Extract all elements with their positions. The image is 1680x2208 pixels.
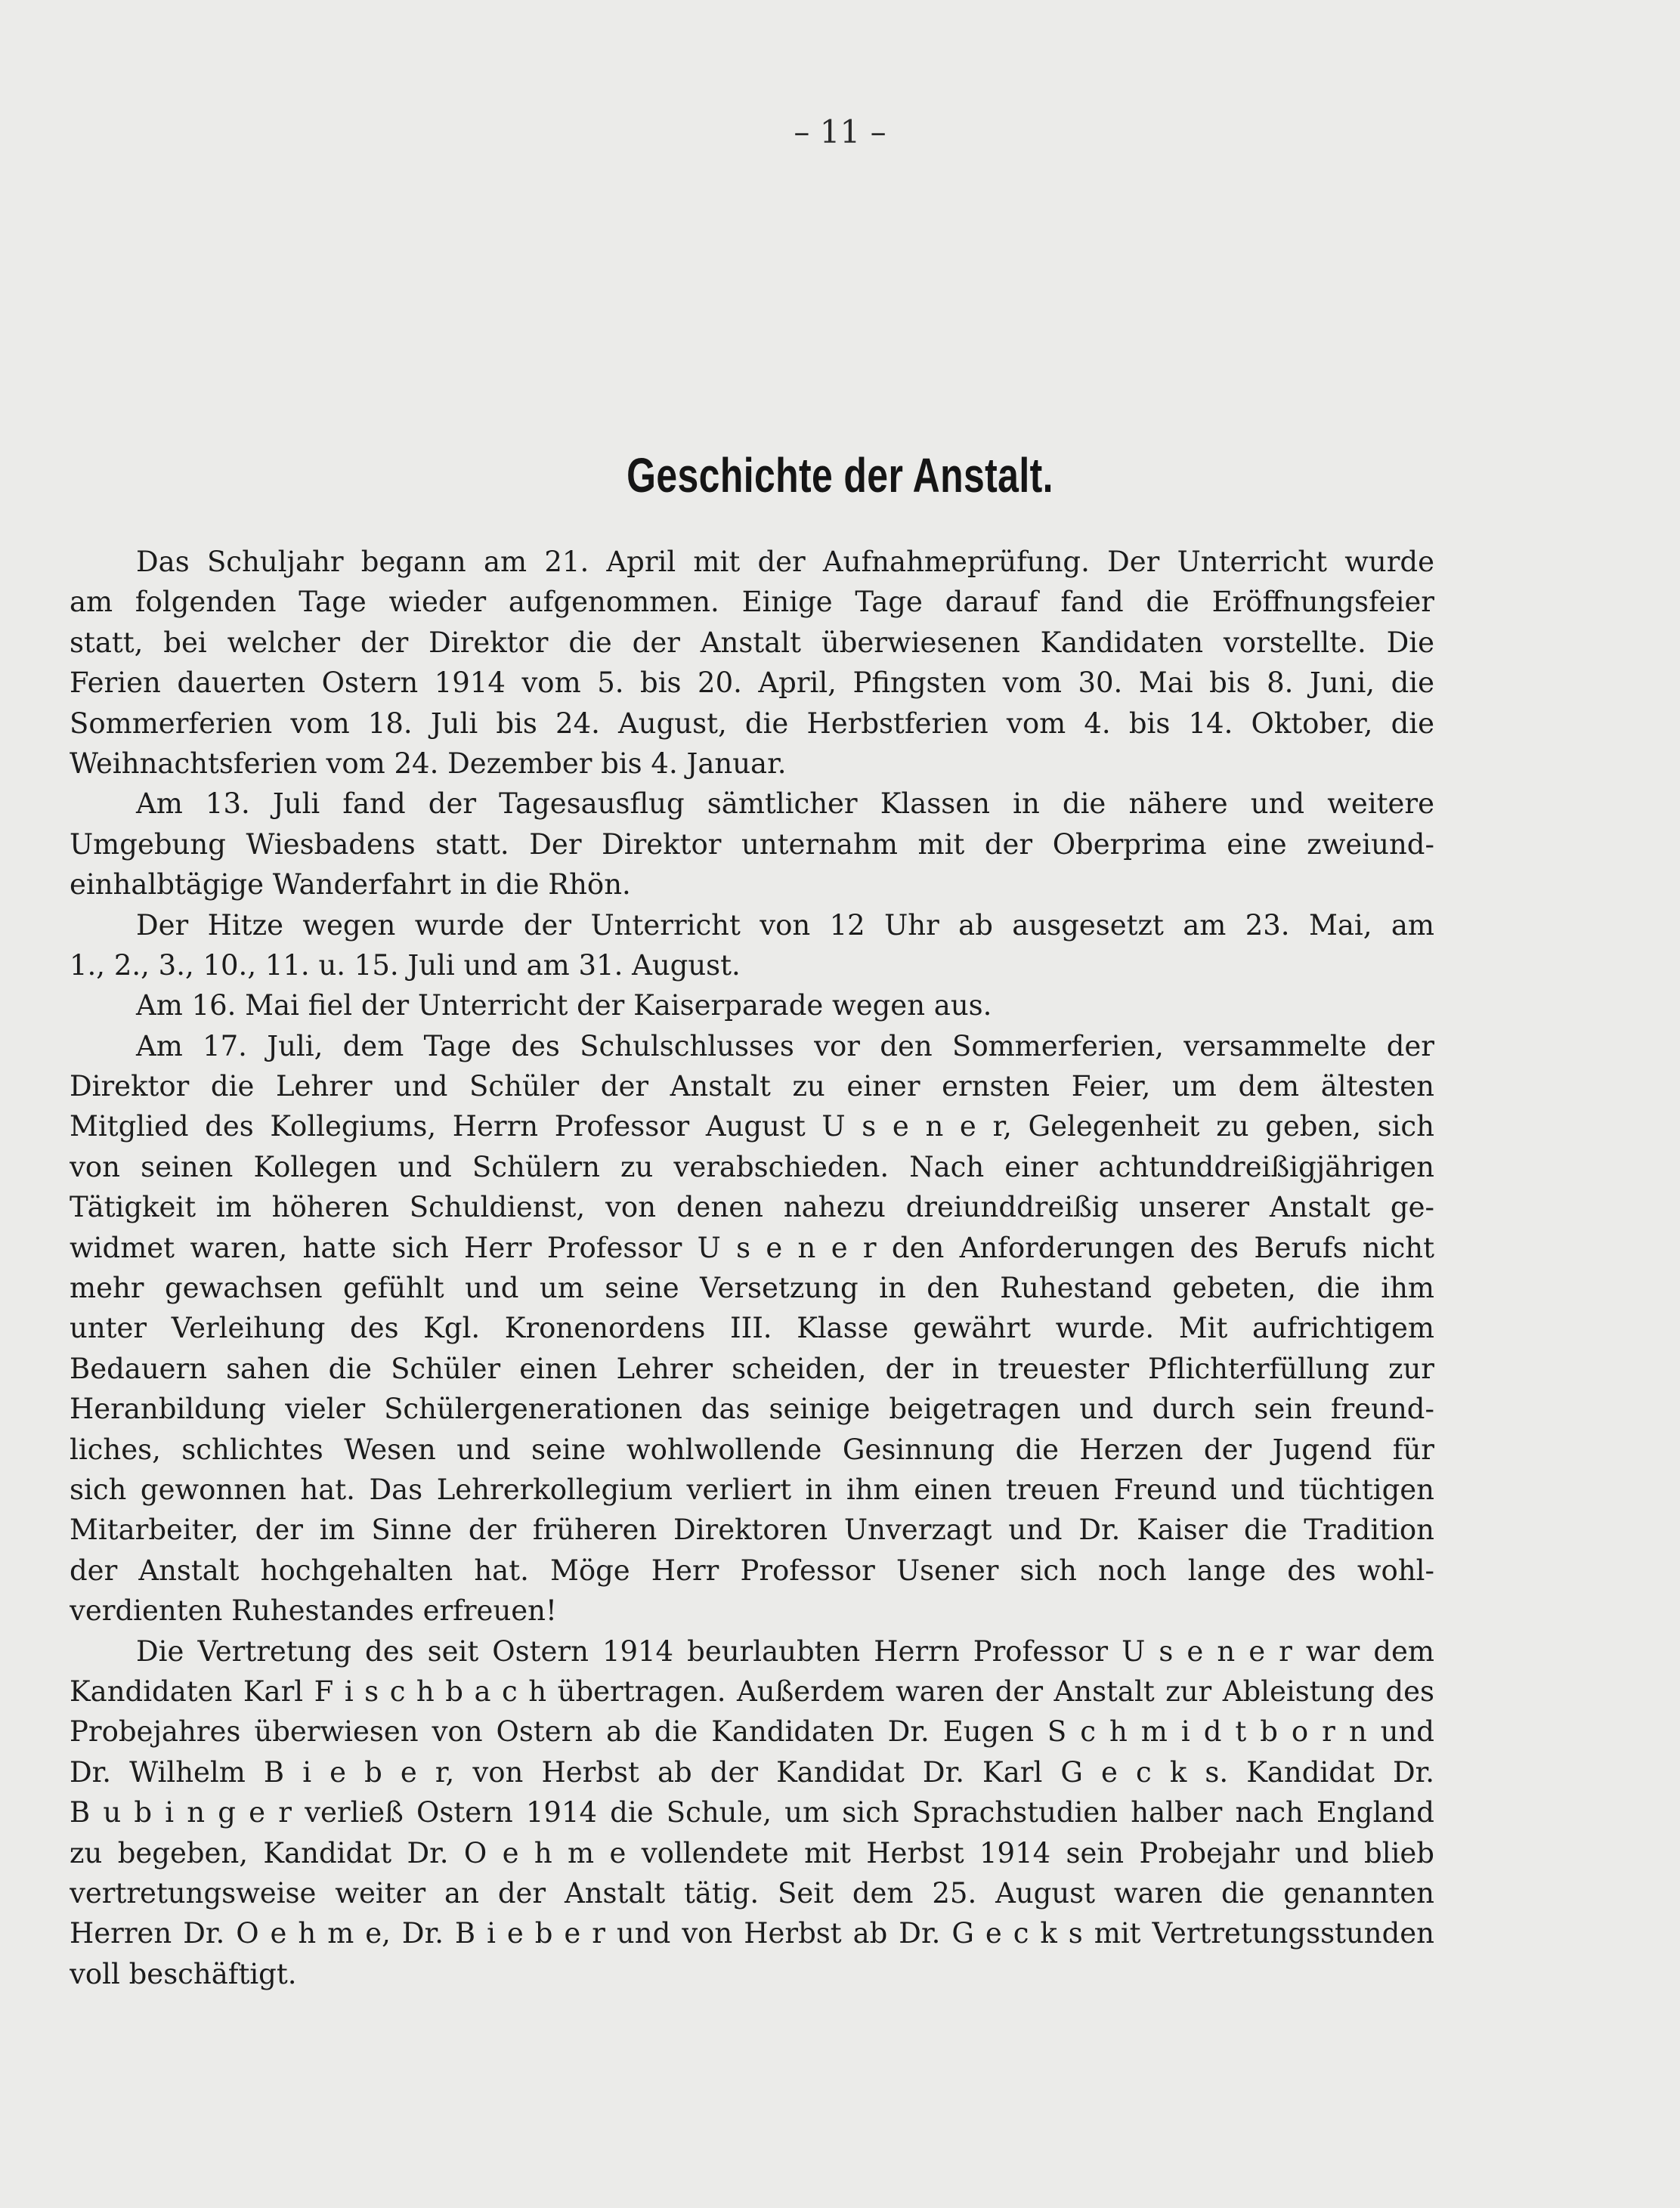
text-line: vertretungsweise weiter an der Anstalt tätig. Seit dem 25. August waren die genannten [70, 1876, 1434, 1910]
text-line: unter Verleihung des Kgl. Kronenordens III. Klasse gewährt wurde. Mit aufrichtigem [70, 1312, 1434, 1345]
text-line: mehr gewachsen gefühlt und um seine Versetzung in den Ruhestand gebeten, die ihm [70, 1272, 1434, 1305]
text-line: von seinen Kollegen und Schülern zu verabschieden. Nach einer achtunddreißigjährigen [70, 1150, 1434, 1183]
page-number: – 11 – [794, 113, 886, 150]
text-line: Tätigkeit im höheren Schuldienst, von denen nahezu dreiunddreißig unserer Anstalt ge- [70, 1191, 1434, 1224]
text-line: liches, schlichtes Wesen und seine wohlwollende Gesinnung die Herzen der Jugend für [70, 1433, 1434, 1466]
text-line: Herren Dr. O e h m e, Dr. B i e b e r und von Herbst ab Dr. G e c k s mit Vertretungsstunden [70, 1917, 1434, 1950]
text-line: am folgenden Tage wieder aufgenommen. Einige Tage darauf fand die Eröffnungsfeier [70, 586, 1434, 619]
text-line: Bedauern sahen die Schüler einen Lehrer scheiden, der in treuester Pflichterfüllung zur [70, 1352, 1434, 1385]
text-line: verdienten Ruhestandes erfreuen! [70, 1594, 557, 1628]
text-line: Am 16. Mai fiel der Unterricht der Kaiserparade wegen aus. [136, 989, 992, 1022]
text-line: Kandidaten Karl F i s c h b a c h übertragen. Außerdem waren der Anstalt zur Ableistung des [70, 1675, 1434, 1708]
text-line: Sommerferien vom 18. Juli bis 24. August, die Herbstferien vom 4. bis 14. Oktober, die [70, 707, 1434, 740]
text-line: Dr. Wilhelm B i e b e r, von Herbst ab der Kandidat Dr. Karl G e c k s. Kandidat Dr. [70, 1755, 1434, 1789]
text-line: statt, bei welcher der Direktor die der Anstalt überwiesenen Kandidaten vorstellte. Die [70, 626, 1434, 659]
text-line: Am 13. Juli fand der Tagesausflug sämtlicher Klassen in die nähere und weitere [136, 787, 1434, 821]
page-title: Geschichte der Anstalt. [627, 448, 1053, 503]
text-line: Umgebung Wiesbadens statt. Der Direktor unternahm mit der Oberprima eine zweiund- [70, 827, 1434, 861]
text-line: voll beschäftigt. [70, 1957, 297, 1990]
text-line: Mitglied des Kollegiums, Herrn Professor August U s e n e r, Gelegenheit zu geben, sich [70, 1110, 1434, 1143]
text-line: Mitarbeiter, der im Sinne der früheren Direktoren Unverzagt und Dr. Kaiser die Tradition [70, 1514, 1434, 1547]
text-line: Weihnachtsferien vom 24. Dezember bis 4. Januar. [70, 747, 787, 780]
text-line: Die Vertretung des seit Ostern 1914 beurlaubten Herrn Professor U s e n e r war dem [136, 1634, 1434, 1668]
text-line: 1., 2., 3., 10., 11. u. 15. Juli und am 31. August. [70, 948, 741, 982]
text-line: Direktor die Lehrer und Schüler der Anstalt zu einer ernsten Feier, um dem ältesten [70, 1070, 1434, 1103]
text-line: zu begeben, Kandidat Dr. O e h m e vollendete mit Herbst 1914 sein Probejahr und blieb [70, 1836, 1434, 1869]
text-line: Ferien dauerten Ostern 1914 vom 5. bis 20. April, Pfingsten vom 30. Mai bis 8. Juni, die [70, 666, 1434, 700]
text-line: Das Schuljahr begann am 21. April mit der Aufnahmeprüfung. Der Unterricht wurde [136, 546, 1434, 578]
text-line: widmet waren, hatte sich Herr Professor U s e n e r den Anforderungen des Berufs nicht [70, 1231, 1434, 1264]
text-line: einhalbtägige Wanderfahrt in die Rhön. [70, 868, 631, 901]
text-line: der Anstalt hochgehalten hat. Möge Herr Professor Usener sich noch lange des wohl- [70, 1554, 1434, 1587]
text-line: Am 17. Juli, dem Tage des Schulschlusses vor den Sommerferien, versammelte der [136, 1029, 1434, 1062]
text-line: B u b i n g e r verließ Ostern 1914 die Schule, um sich Sprachstudien halber nach England [70, 1796, 1434, 1829]
text-line: Der Hitze wegen wurde der Unterricht von 12 Uhr ab ausgesetzt am 23. Mai, am [136, 908, 1434, 942]
text-line: Heranbildung vieler Schülergenerationen das seinige beigetragen und durch sein freund- [70, 1393, 1434, 1426]
text-line: Probejahres überwiesen von Ostern ab die Kandidaten Dr. Eugen S c h m i d t b o r n und [70, 1715, 1434, 1749]
body-text [70, 542, 1434, 1994]
text-line: sich gewonnen hat. Das Lehrerkollegium verliert in ihm einen treuen Freund und tüchtigen [70, 1473, 1434, 1506]
